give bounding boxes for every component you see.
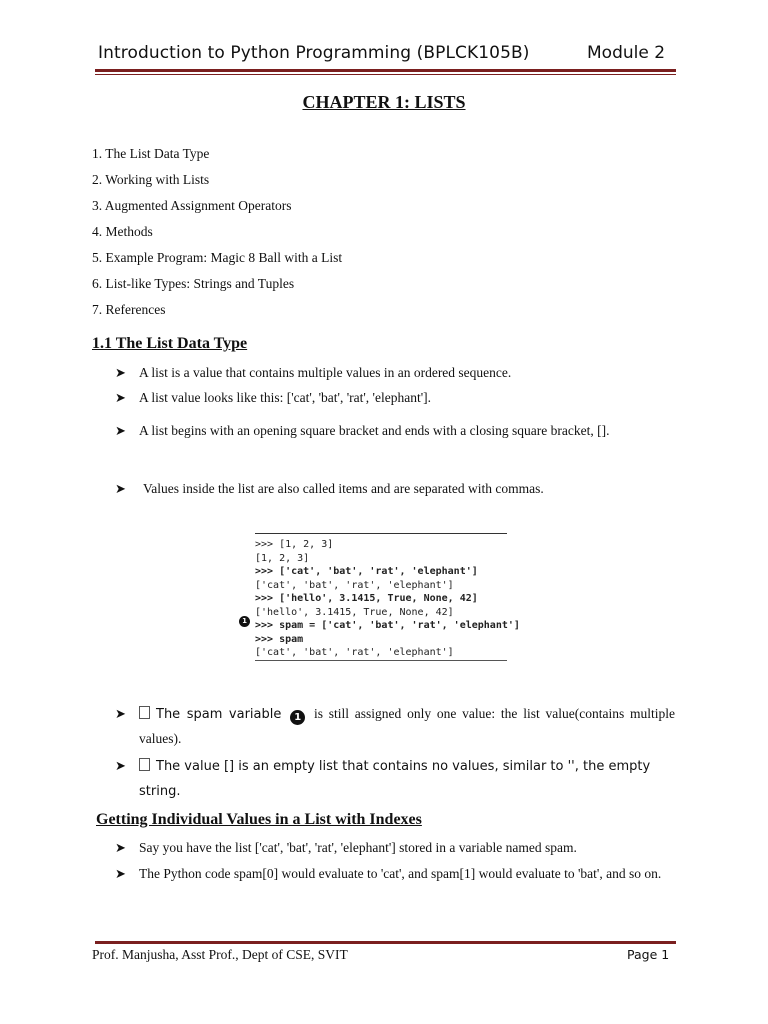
footer-rule xyxy=(95,941,676,944)
arrowhead-bullet-icon: ➤ xyxy=(115,758,126,773)
bullet-item xyxy=(115,836,675,860)
arrowhead-bullet-icon: ➤ xyxy=(115,423,126,438)
bullet-text xyxy=(139,702,675,751)
bullet-item xyxy=(115,702,675,751)
arrowhead-bullet-icon: ➤ xyxy=(115,706,126,721)
code-line: >>> ['cat', 'bat', 'rat', 'elephant'] xyxy=(255,566,478,577)
bullet-text: A list is a value that contains multiple values in an ordered sequence. xyxy=(139,365,512,380)
arrowhead-bullet-icon: ➤ xyxy=(115,390,126,405)
code-line: >>> spam = ['cat', 'bat', 'rat', 'elephant'] xyxy=(255,620,520,631)
code-line: ['cat', 'bat', 'rat', 'elephant'] xyxy=(255,579,454,591)
code-line: >>> ['hello', 3.1415, True, None, 42] xyxy=(255,593,478,604)
empty-list-note: The value [] is an empty list that contains no values, similar to '', the empty string. xyxy=(139,759,651,799)
numbered-circle-icon: 1 xyxy=(239,616,250,627)
arrowhead-bullet-icon: ➤ xyxy=(115,840,126,855)
bullet-text: Say you have the list ['cat', 'bat', 'rat', 'elephant'] stored in a variable named spam. xyxy=(139,840,577,855)
arrowhead-bullet-icon: ➤ xyxy=(115,481,126,496)
bullet-item xyxy=(115,754,675,804)
bullet-item xyxy=(115,361,675,385)
bullet-text: A list value looks like this: ['cat', 'bat', 'rat', 'elephant']. xyxy=(139,390,432,405)
spam-note-rest: is still assigned only one value: the list value(contains multiple values). xyxy=(139,706,676,746)
missing-glyph-icon xyxy=(139,758,150,771)
header-title: Introduction to Python Programming (BPLCK105B) xyxy=(98,43,530,63)
toc-item: 2. Working with Lists xyxy=(92,172,210,187)
bullet-item xyxy=(115,862,675,886)
footer-page-number: Page 1 xyxy=(627,947,670,962)
header-rule-thin xyxy=(95,74,676,75)
bullet-item xyxy=(115,386,675,410)
code-bottom-rule xyxy=(255,660,507,661)
code-line: [1, 2, 3] xyxy=(255,552,310,564)
section-heading-list-data-type: 1.1 The List Data Type xyxy=(92,335,248,352)
header-rule-thick xyxy=(95,69,676,72)
arrowhead-bullet-icon: ➤ xyxy=(115,365,126,380)
code-line: >>> spam xyxy=(255,633,304,645)
toc-item: 3. Augmented Assignment Operators xyxy=(92,198,292,213)
code-lines xyxy=(255,538,520,660)
bullet-text: The Python code spam[0] would evaluate to 'cat', and spam[1] would evaluate to 'bat', and so on. xyxy=(139,866,662,881)
bullet-text xyxy=(139,754,675,804)
code-line: ['cat', 'bat', 'rat', 'elephant'] xyxy=(255,647,454,658)
toc-item: 4. Methods xyxy=(92,224,153,239)
bullet-item xyxy=(115,477,675,501)
table-of-contents xyxy=(92,144,342,326)
arrowhead-bullet-icon: ➤ xyxy=(115,866,126,881)
bullet-text: A list begins with an opening square bracket and ends with a closing square bracket, []. xyxy=(139,423,610,438)
footer-author: Prof. Manjusha, Asst Prof., Dept of CSE, SVIT xyxy=(92,947,348,962)
numbered-circle-icon: 1 xyxy=(290,710,305,725)
toc-item: 1. The List Data Type xyxy=(92,146,210,161)
code-line: >>> [1, 2, 3] xyxy=(255,539,334,550)
toc-item: 6. List-like Types: Strings and Tuples xyxy=(92,276,295,291)
toc-item: 7. References xyxy=(92,302,166,317)
spam-note-lead: The spam variable xyxy=(156,707,282,722)
chapter-title: CHAPTER 1: LISTS xyxy=(302,92,466,112)
bullet-text: Values inside the list are also called items and are separated with commas. xyxy=(143,481,544,496)
toc-item: 5. Example Program: Magic 8 Ball with a List xyxy=(92,250,343,265)
header-module: Module 2 xyxy=(587,43,666,63)
bullet-item xyxy=(115,419,675,443)
section-heading-indexes: Getting Individual Values in a List with Indexes xyxy=(96,811,422,828)
code-line: ['hello', 3.1415, True, None, 42] xyxy=(255,606,454,618)
missing-glyph-icon xyxy=(139,706,150,719)
code-top-rule xyxy=(255,533,507,534)
